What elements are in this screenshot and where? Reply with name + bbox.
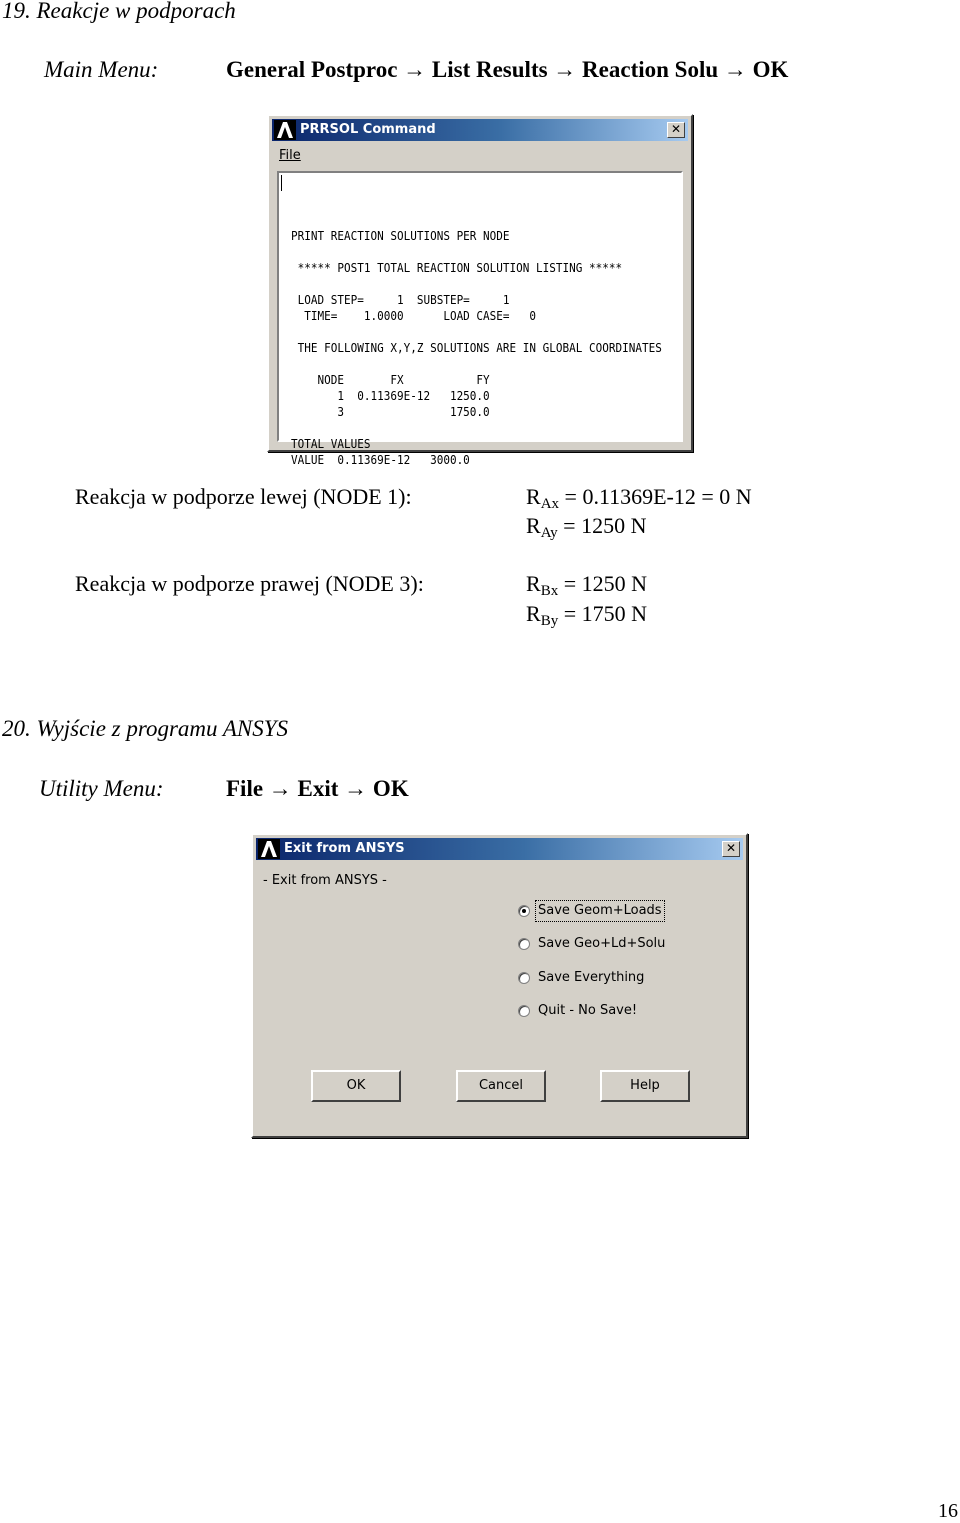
section-20-heading: 20. Wyjście z programu ANSYS [2, 716, 289, 741]
console-line [291, 244, 634, 260]
ansys-logo-icon [258, 839, 280, 859]
console-lines [291, 228, 681, 468]
console-line: NODE FX FY [291, 371, 490, 387]
prrsol-command-window [267, 114, 693, 467]
text-cursor [281, 175, 282, 191]
reaction-rax: $R_{Ax} = 0.11369E-12 = 0$ N [526, 484, 752, 512]
page-number: 16 [938, 1500, 958, 1522]
console-line [291, 276, 634, 292]
utility-menu-label: Utility Menu: [39, 776, 164, 801]
prrsol-titlebar[interactable] [272, 119, 688, 141]
reaction-ray: $R_{Ay} = 1250$ N [526, 513, 647, 541]
console-line: THE FOLLOWING X,Y,Z SOLUTIONS ARE IN GLOBAL COORDINATES [291, 339, 662, 355]
ok-button[interactable]: OK [311, 1070, 401, 1102]
reaction-rbx: $R_{Bx} = 1250$ N [526, 571, 647, 599]
close-icon[interactable]: ✕ [722, 841, 740, 857]
console-line [291, 420, 634, 436]
console-line [291, 324, 634, 340]
prrsol-menubar [279, 148, 301, 163]
console-line: 1 0.11369E-12 1250.0 [291, 387, 490, 403]
utility-menu-path: File → Exit → OK [226, 776, 409, 801]
exit-titlebar[interactable] [256, 838, 743, 860]
console-line: LOAD STEP= 1 SUBSTEP= 1 [291, 291, 510, 307]
cancel-button[interactable]: Cancel [456, 1070, 546, 1102]
radio-icon[interactable] [518, 938, 530, 950]
section-19-heading: 19. Reakcje w podporach [2, 0, 236, 23]
main-menu-path: General Postproc → List Results → Reaction Solu → OK [226, 57, 789, 82]
console-line: ***** POST1 TOTAL REACTION SOLUTION LISTING ***** [291, 259, 623, 275]
prrsol-title: PRRSOL Command [300, 122, 436, 137]
radio-icon[interactable] [518, 1005, 530, 1017]
left-support-label: Reakcja w podporze lewej (NODE 1): [75, 484, 412, 509]
menu-file[interactable]: File [279, 148, 301, 163]
exit-dialog: Exit from ANSYS ✕ - Exit from ANSYS - Save Geom+Loads Save Geo+Ld+Solu Save Everything Quit - No Save! OK Cancel Help [251, 833, 748, 1138]
console-line: VALUE 0.11369E-12 3000.0 [291, 451, 470, 467]
radio-icon[interactable] [518, 972, 530, 984]
console-line [291, 356, 634, 372]
exit-group-label: - Exit from ANSYS - [263, 873, 387, 888]
close-icon[interactable]: ✕ [667, 122, 685, 138]
right-support-label: Reakcja w podporze prawej (NODE 3): [75, 571, 424, 596]
reaction-rby: $R_{By} = 1750$ N [526, 601, 647, 629]
help-button[interactable]: Help [600, 1070, 690, 1102]
console-line: TOTAL VALUES [291, 435, 371, 451]
ansys-logo-icon [274, 120, 296, 140]
console-line: 3 1750.0 [291, 403, 490, 419]
exit-title: Exit from ANSYS [284, 841, 405, 856]
console-line: TIME= 1.0000 LOAD CASE= 0 [291, 307, 537, 323]
console-line: PRINT REACTION SOLUTIONS PER NODE [291, 227, 510, 243]
prrsol-output-text[interactable] [277, 171, 683, 467]
radio-selected-icon[interactable] [518, 905, 530, 917]
main-menu-label: Main Menu: [44, 57, 159, 82]
